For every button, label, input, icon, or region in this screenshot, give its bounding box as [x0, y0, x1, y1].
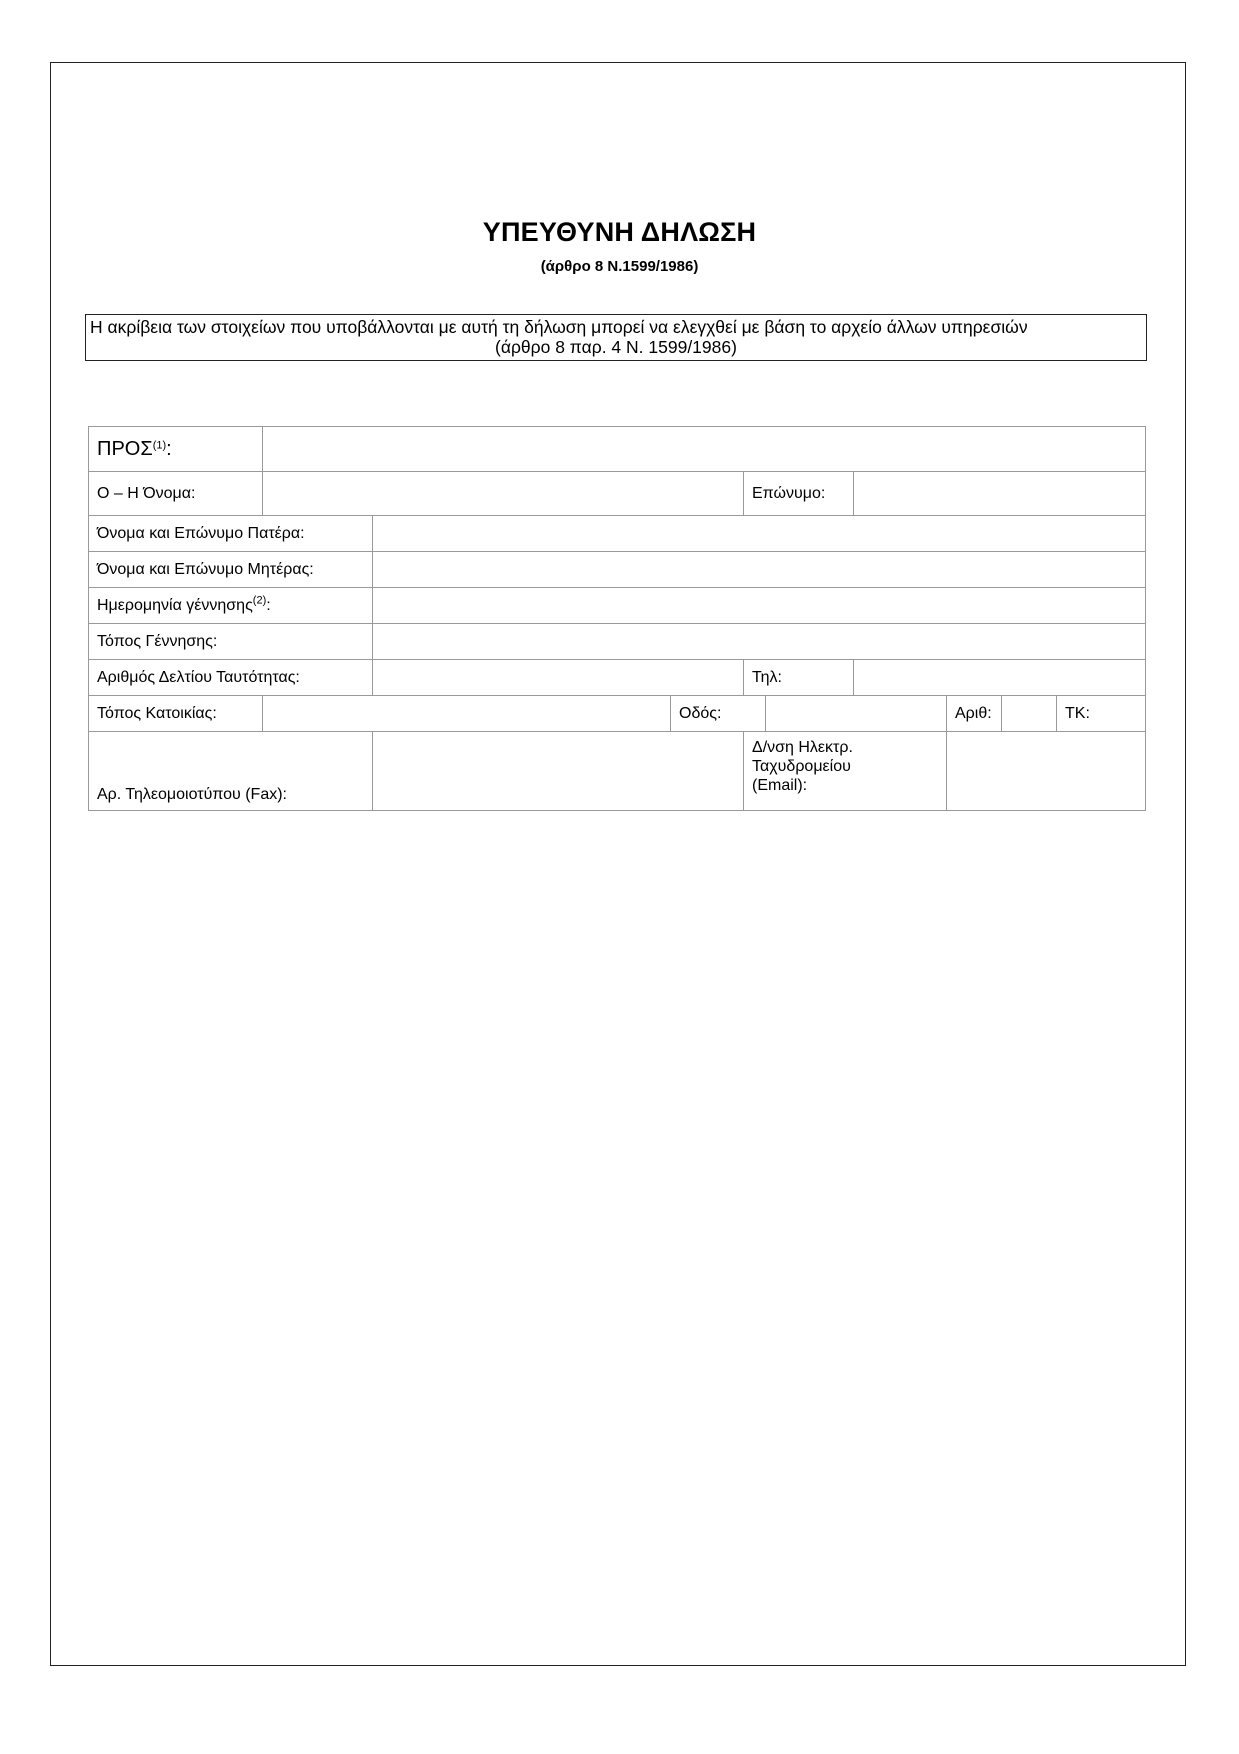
father-name-field[interactable]	[373, 516, 1146, 552]
fax-label: Αρ. Τηλεομοιοτύπου (Fax):	[89, 732, 373, 811]
declaration-form	[88, 426, 1146, 811]
birthdate-colon: :	[266, 596, 271, 614]
accuracy-notice	[85, 314, 1147, 361]
row-fax-email	[89, 732, 1146, 811]
email-field[interactable]	[947, 732, 1146, 811]
row-pros	[89, 427, 1146, 472]
row-birthdate	[89, 588, 1146, 624]
birthplace-label: Τόπος Γέννησης:	[89, 624, 373, 660]
pros-label: ΠΡΟΣ	[97, 437, 153, 460]
document-title: ΥΠΕΥΘΥΝΗ ΔΗΛΩΣΗ	[482, 217, 757, 247]
birthdate-footnote: (2)	[252, 594, 267, 607]
notice-line-1: Η ακρίβεια των στοιχείων που υποβάλλονται με αυτή τη δήλωση μπορεί να ελεγχθεί με βάση το αρχείο άλλων υπηρεσιών	[90, 317, 1028, 337]
document-subtitle: (άρθρο 8 Ν.1599/1986)	[540, 258, 699, 275]
mother-name-field[interactable]	[373, 552, 1146, 588]
fax-field[interactable]	[373, 732, 744, 811]
id-number-label: Αριθμός Δελτίου Ταυτότητας:	[89, 660, 373, 696]
email-label-line-3: (Email):	[752, 777, 808, 794]
email-label-line-2: Ταχυδρομείου	[752, 758, 851, 775]
pros-label-cell	[89, 427, 263, 472]
number-label: Αριθ:	[947, 696, 1002, 732]
residence-label: Τόπος Κατοικίας:	[89, 696, 263, 732]
row-father	[89, 516, 1146, 552]
birthdate-field[interactable]	[373, 588, 1146, 624]
birthplace-field[interactable]	[373, 624, 1146, 660]
residence-field[interactable]	[263, 696, 671, 732]
father-name-label: Όνομα και Επώνυμο Πατέρα:	[89, 516, 373, 552]
row-mother	[89, 552, 1146, 588]
row-residence	[89, 696, 1146, 732]
number-field[interactable]	[1002, 696, 1057, 732]
notice-line-2: (άρθρο 8 παρ. 4 Ν. 1599/1986)	[495, 337, 737, 357]
page-border	[50, 62, 1186, 1666]
first-name-label: Ο – Η Όνομα:	[89, 472, 263, 516]
row-id	[89, 660, 1146, 696]
phone-label: Τηλ:	[744, 660, 854, 696]
pros-field[interactable]	[263, 427, 1146, 472]
street-field[interactable]	[766, 696, 947, 732]
surname-label: Επώνυμο:	[744, 472, 854, 516]
first-name-field[interactable]	[263, 472, 744, 516]
pros-footnote: (1)	[152, 439, 167, 452]
postal-code-label: ΤΚ:	[1057, 696, 1146, 732]
pros-colon: :	[166, 437, 172, 460]
row-name	[89, 472, 1146, 516]
id-number-field[interactable]	[373, 660, 744, 696]
email-label	[744, 732, 947, 811]
street-label: Οδός:	[671, 696, 766, 732]
birthdate-label-cell	[89, 588, 373, 624]
email-label-line-1: Δ/νση Ηλεκτρ.	[752, 739, 853, 756]
phone-field[interactable]	[854, 660, 1146, 696]
row-birthplace	[89, 624, 1146, 660]
surname-field[interactable]	[854, 472, 1146, 516]
birthdate-label: Ημερομηνία γέννησης	[97, 596, 253, 614]
mother-name-label: Όνομα και Επώνυμο Μητέρας:	[89, 552, 373, 588]
